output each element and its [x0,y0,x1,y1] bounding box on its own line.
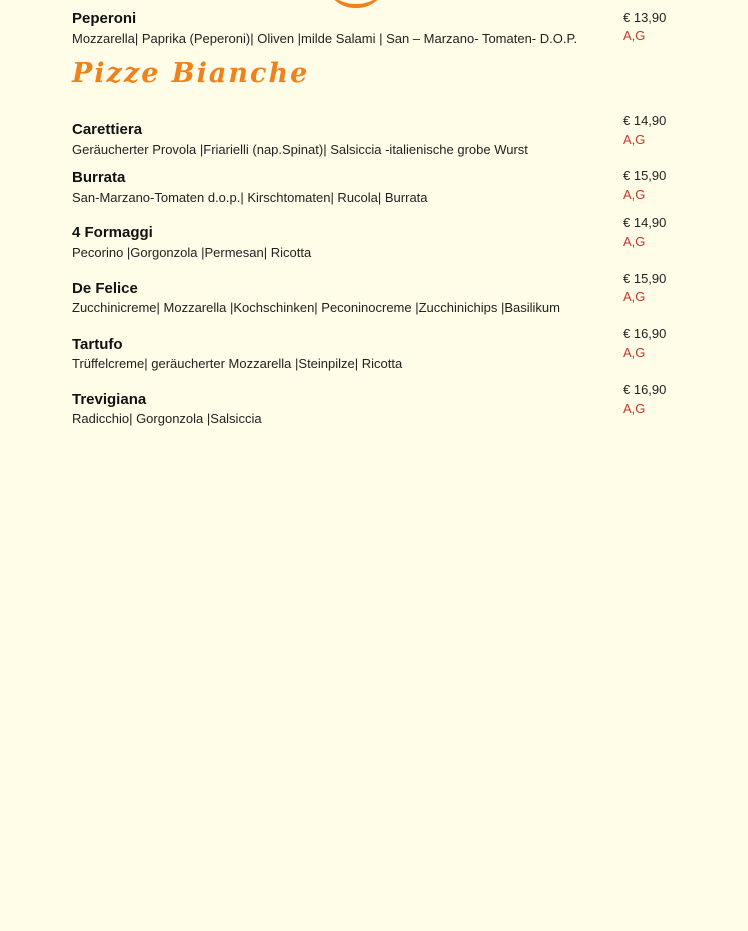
menu-item-description: San-Marzano-Tomaten d.o.p.| Kirschtomaten| Rucola| Burrata [72,190,428,205]
menu-item-allergens: A,G [623,132,646,147]
section-title: Pizze Bianche [72,58,310,89]
menu-item-price: € 15,90 [623,271,667,286]
menu-item-name: 4 Formaggi [72,224,153,241]
menu-item-allergens: A,G [623,28,646,43]
menu-item-name: Burrata [72,169,126,186]
menu-item-description: Trüffelcreme| geräucherter Mozzarella |Steinpilze| Ricotta [72,356,403,371]
menu-item-name: De Felice [72,280,138,297]
menu-item-price: € 15,90 [623,168,667,183]
menu-item-allergens: A,G [623,401,646,416]
menu-item-price: € 14,90 [623,215,667,230]
menu-item-price: € 13,90 [623,10,667,25]
menu-item-allergens: A,G [623,234,646,249]
menu-item-price: € 16,90 [623,326,667,341]
menu-item-allergens: A,G [623,187,646,202]
menu-item-name: Peperoni [72,10,137,27]
menu-item-price: € 14,90 [623,113,667,128]
menu-item-allergens: A,G [623,289,646,304]
menu-item-name: Tartufo [72,336,123,353]
menu-item-allergens: A,G [623,345,646,360]
menu-item-description: Radicchio| Gorgonzola |Salsiccia [72,411,262,426]
menu-item-description: Zucchinicreme| Mozzarella |Kochschinken| Peconinocreme |Zucchinichips |Basilikum [72,300,560,315]
menu-item-name: Carettiera [72,121,143,138]
menu-item-description: Geräucherter Provola |Friarielli (nap.Spinat)| Salsiccia -italienische grobe Wurst [72,142,528,157]
decorative-arc [325,0,387,8]
menu-item-price: € 16,90 [623,382,667,397]
menu-item-description: Pecorino |Gorgonzola |Permesan| Ricotta [72,245,312,260]
menu-item-description: Mozzarella| Paprika (Peperoni)| Oliven |milde Salami | San – Marzano- Tomaten- D.O.P. [72,31,578,46]
menu-item-name: Trevigiana [72,391,147,408]
